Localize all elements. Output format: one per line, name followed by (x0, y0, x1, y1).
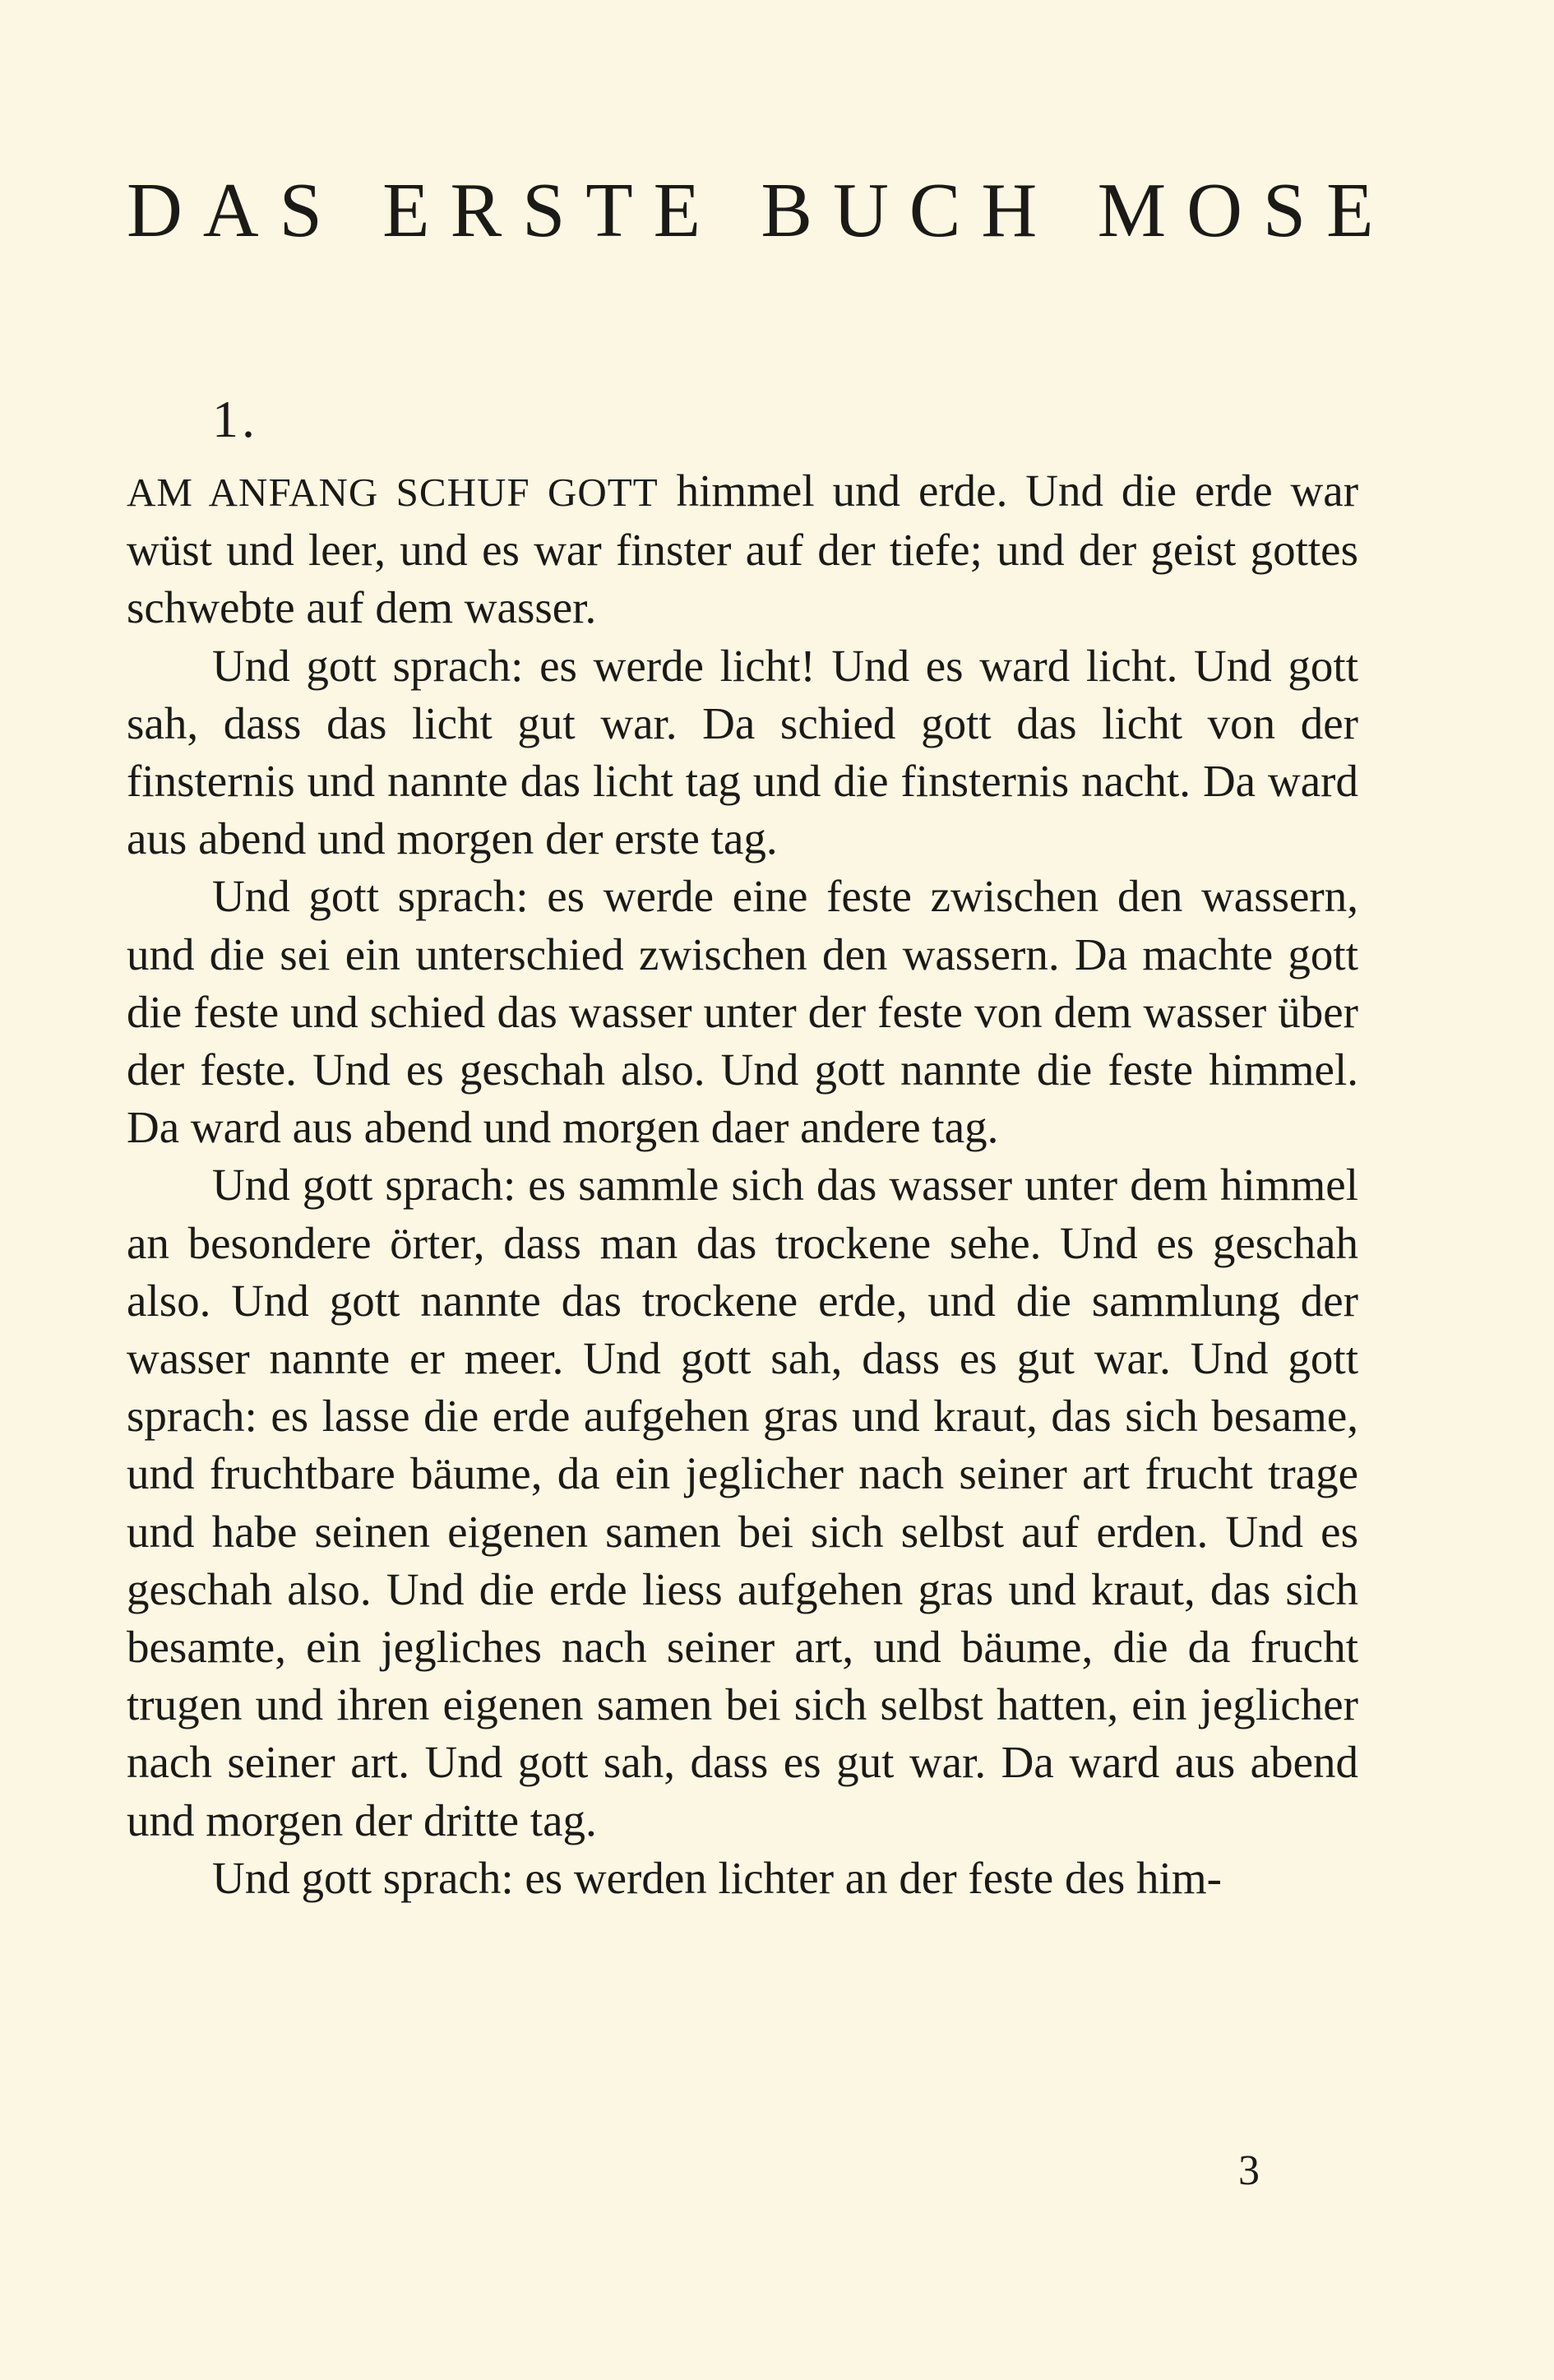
paragraph-2: Und gott sprach: es werde licht! Und es ward licht. Und gott sah, dass das licht gut war. Da schied gott das licht von der finsternis und nannte das licht tag und die finsternis nacht. Da ward aus abend und morgen der erste tag. (127, 640, 1358, 864)
paragraph-1 (127, 462, 1358, 637)
opening-smallcaps: AM ANFANG SCHUF GOTT (127, 470, 659, 515)
chapter-number: 1. (212, 390, 258, 448)
book-title: DAS ERSTE BUCH MOSE (127, 168, 1394, 253)
paragraph-5: Und gott sprach: es werden lichter an der feste des him- (212, 1852, 1222, 1903)
paragraph-3: Und gott sprach: es werde eine feste zwischen den wassern, und die sei ein unterschied zwischen den wassern. Da machte gott die feste und schied das wasser unter der feste von dem wasser über der feste. Und es geschah also. Und gott nannte die feste himmel. Da ward aus abend und morgen daer andere tag. (127, 871, 1358, 1153)
book-page (127, 0, 1394, 2380)
chapter-text (127, 462, 1358, 1907)
paragraph-4: Und gott sprach: es sammle sich das wasser unter dem himmel an besondere örter, dass man das trockene sehe. Und es geschah also. Und gott nannte das trockene erde, und die sammlung der wasser nannte er meer. Und gott sah, dass es gut war. Und gott sprach: es lasse die erde aufgehen gras und kraut, das sich besame, und fruchtbare bäume, da ein jeglicher nach seiner art frucht trage und habe seinen eigenen samen bei sich selbst auf erden. Und es geschah also. Und die erde liess aufgehen gras und kraut, das sich besamte, ein jegliches nach seiner art, und bäume, die da frucht trugen und ihren eigenen samen bei sich selbst hatten, ein jeglicher nach seiner art. Und gott sah, dass es gut war. Da ward aus abend und morgen der dritte tag. (127, 1160, 1358, 1845)
paragraph-1-text: himmel und erde. Und die erde war wüst und leer, und es war finster auf der tiefe; und der geist gottes schwebte auf dem wasser. (127, 465, 1359, 633)
page-number: 3 (1238, 2147, 1260, 2194)
